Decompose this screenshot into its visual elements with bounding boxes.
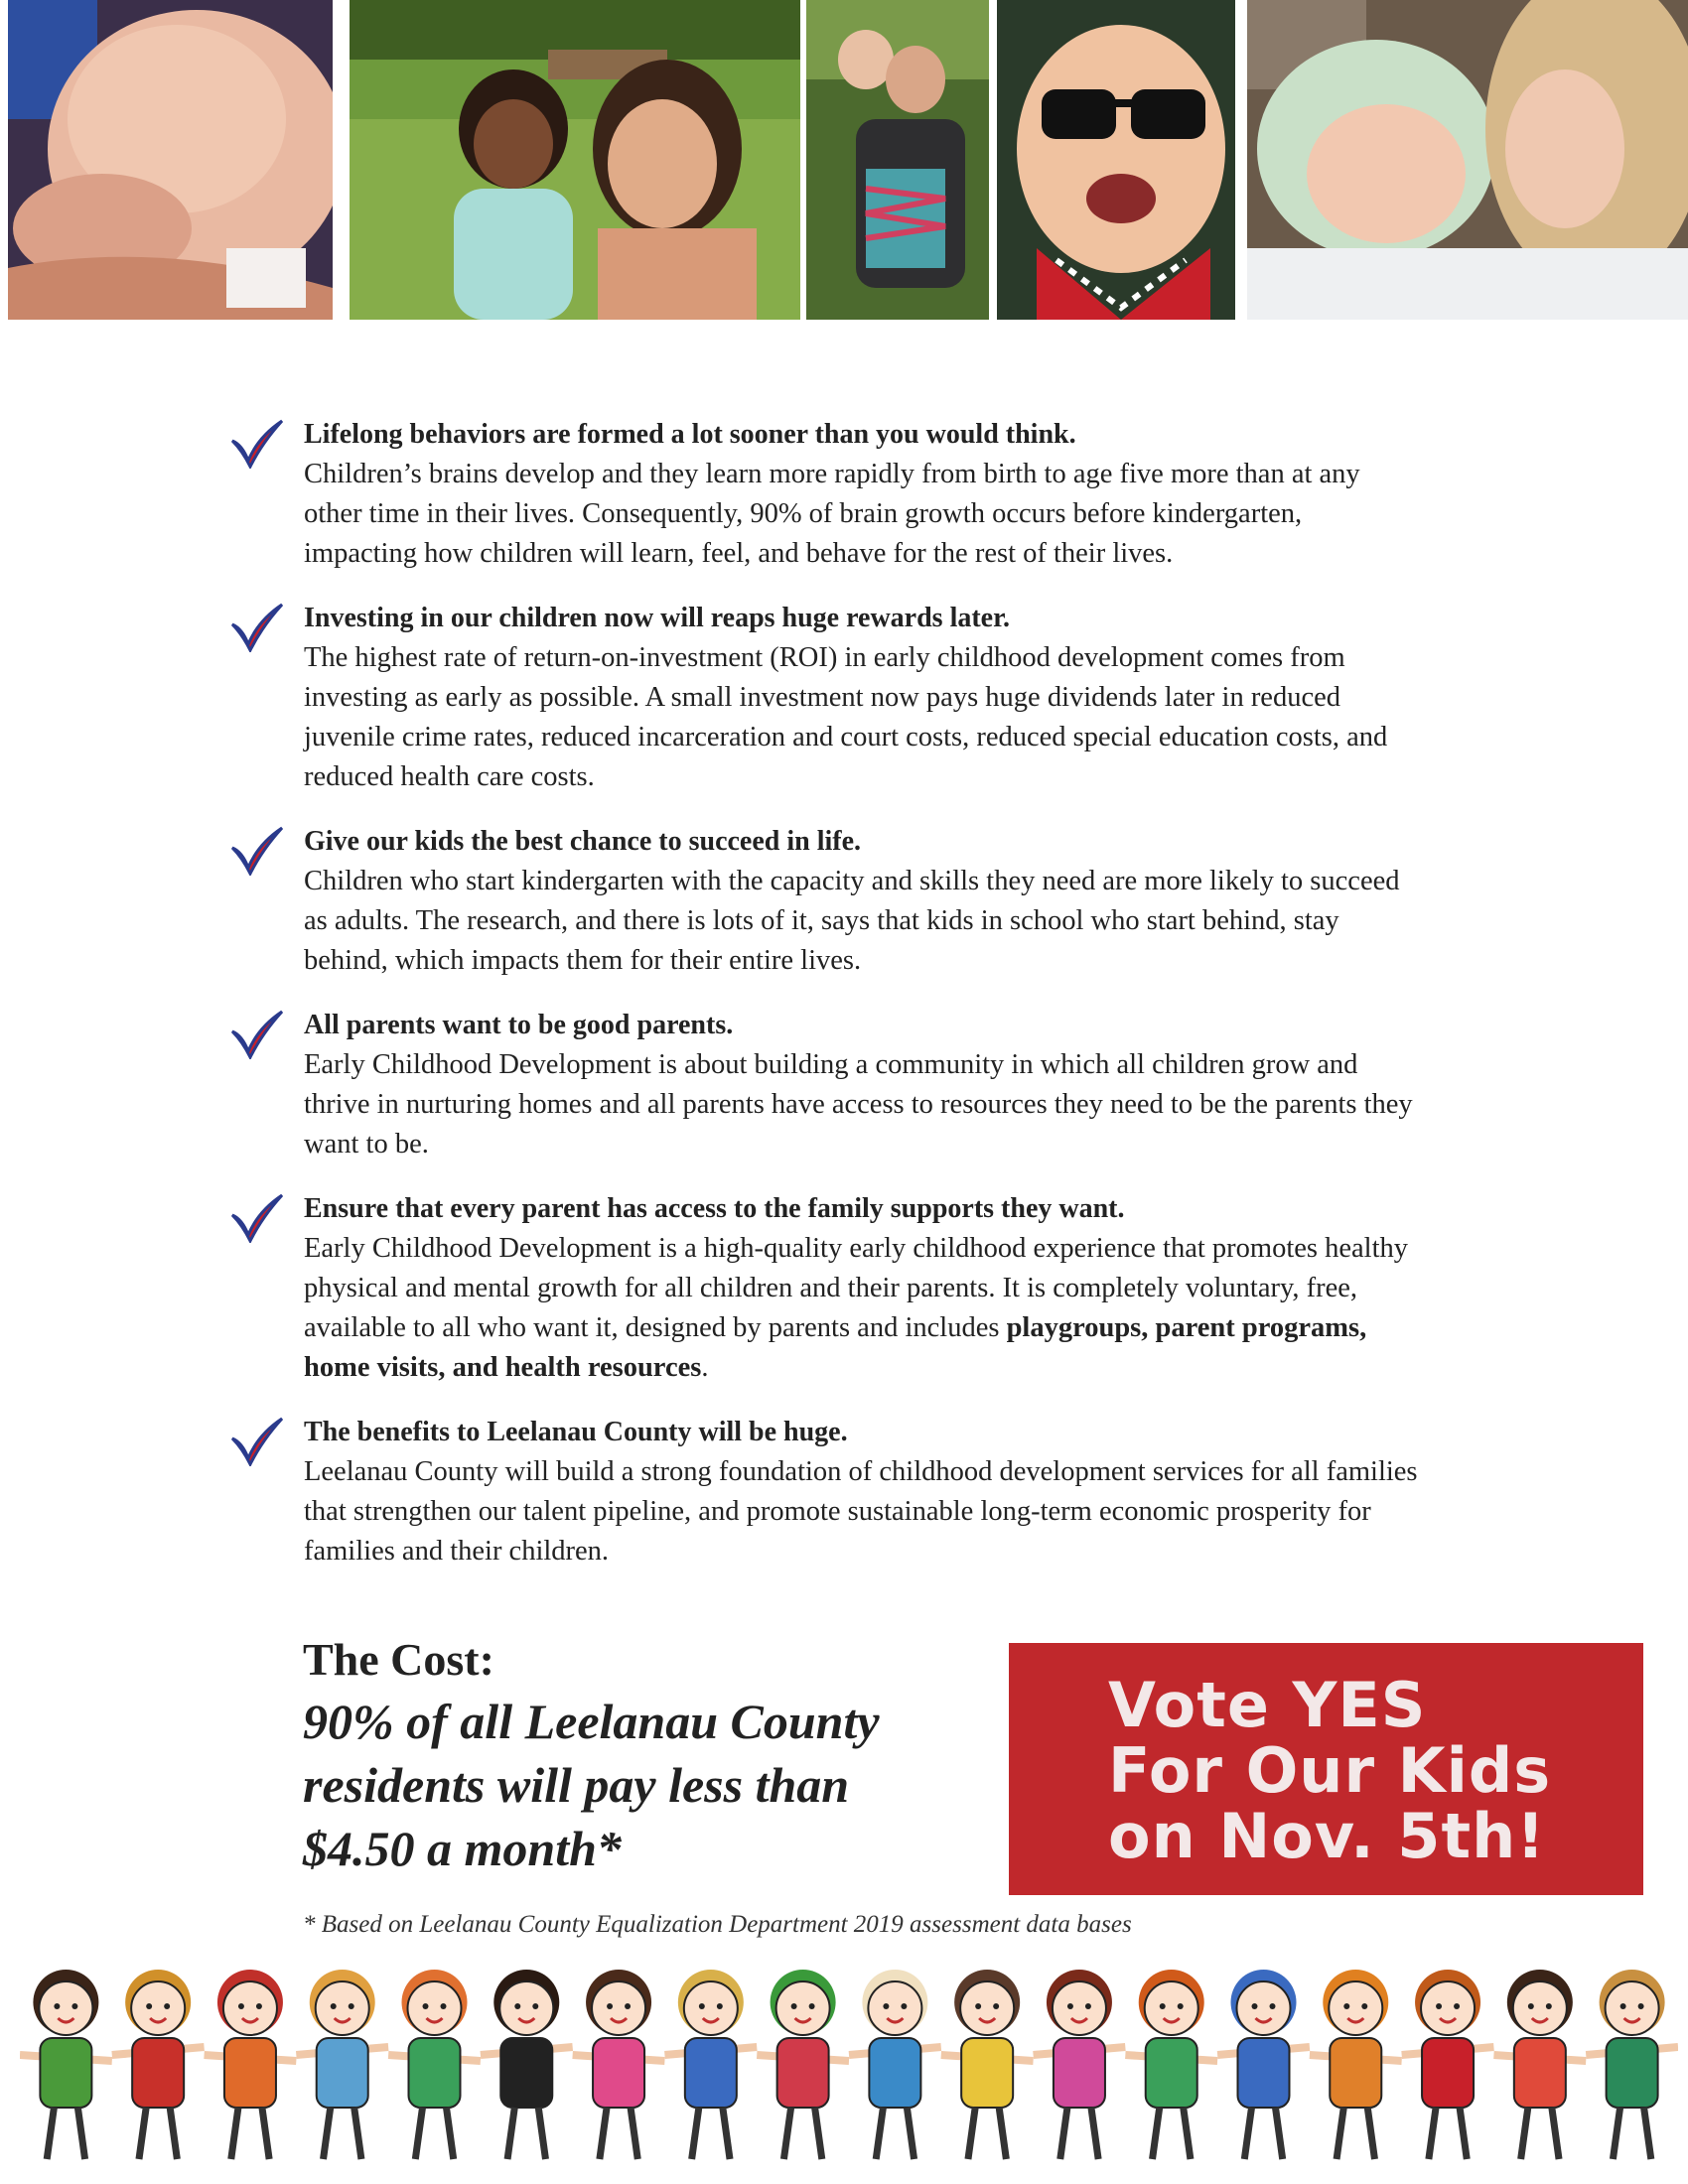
vote-yes-banner	[1009, 1643, 1643, 1895]
benefit-body: Children’s brains develop and they learn more rapidly from birth to age five more than at any other time in their lives. Consequently, 90% of brain growth occurs before kindergarten, impacting how children will learn, feel, and behave for the rest of their lives.	[304, 459, 1360, 569]
benefit-body	[304, 1229, 1420, 1388]
benefit-body: Leelanau County will build a strong foundation of childhood development services for all families that strengthen our talent pipeline, and promote sustainable long-term economic prosperity for families and their children.	[304, 1456, 1418, 1567]
benefits-list	[228, 415, 1420, 1596]
footnote: * Based on Leelanau County Equalization Department 2019 assessment data bases	[303, 1911, 1132, 1938]
benefit-title: Lifelong behaviors are formed a lot sooner than you would think.	[304, 419, 1076, 450]
benefit-item	[228, 1189, 1420, 1388]
benefit-item	[228, 1413, 1420, 1571]
cartoon-kid	[849, 1970, 941, 2159]
cartoon-kid	[1034, 1970, 1126, 2159]
benefit-body: The highest rate of return-on-investment (ROI) in early childhood development comes from investing as early as possible. A small investment now pays huge dividends later in reduced juvenile crime rates, reduced incarceration and court costs, reduced special education costs, and reduced health care costs.	[304, 642, 1388, 792]
benefit-body: Early Childhood Development is about building a community in which all children grow and thrive in nurturing homes and all parents have access to resources they need to be the parents they want to be.	[304, 1049, 1413, 1160]
photo-newborn	[8, 0, 333, 320]
benefit-title: All parents want to be good parents.	[304, 1010, 734, 1040]
photo-mother-carrier	[806, 0, 989, 320]
cartoon-kid	[1586, 1970, 1678, 2159]
cartoon-kid	[1310, 1970, 1402, 2159]
vote-line: Vote YES	[1108, 1669, 1427, 1741]
benefit-body: Children who start kindergarten with the capacity and skills they need are more likely to succeed as adults. The research, and there is lots of it, says that kids in school who start behind, stay behind, which impacts them for their entire lives.	[304, 866, 1400, 976]
cartoon-kid	[296, 1970, 388, 2159]
cartoon-kid	[1493, 1970, 1586, 2159]
cartoon-kid	[664, 1970, 757, 2159]
cost-heading: The Cost:	[303, 1634, 494, 1685]
checkmark-icon	[228, 1191, 286, 1243]
cartoon-kid	[20, 1970, 112, 2159]
photo-child-kissing-newborn	[1247, 0, 1688, 320]
benefit-item	[228, 1006, 1420, 1164]
cost-section	[303, 1630, 998, 1880]
photo-woman-toddler	[350, 0, 800, 320]
vote-line: For Our Kids	[1108, 1734, 1552, 1807]
cartoon-kid	[388, 1970, 481, 2159]
cartoon-kid	[757, 1970, 849, 2159]
benefit-item	[228, 822, 1420, 981]
benefit-body-emphasis: playgroups, parent programs, home visits, and health resources	[304, 1312, 1367, 1383]
cartoon-kids-illustration	[20, 1961, 1678, 2174]
cartoon-kid	[1402, 1970, 1494, 2159]
cartoon-kid	[573, 1970, 665, 2159]
benefit-body-end: .	[701, 1352, 709, 1383]
benefit-body-text: Early Childhood Development is a high-quality early childhood experience that promotes healthy physical and mental growth for all children and their parents. It is completely voluntary, free, available to all who want it, designed by parents and includes	[304, 1233, 1408, 1343]
photo-strip	[0, 0, 1688, 320]
checkmark-icon	[228, 824, 286, 876]
benefit-title: Give our kids the best chance to succeed in life.	[304, 826, 862, 857]
vote-line: on Nov. 5th!	[1108, 1800, 1546, 1872]
cartoon-kid	[1125, 1970, 1217, 2159]
benefit-title: Investing in our children now will reaps huge rewards later.	[304, 603, 1010, 633]
checkmark-icon	[228, 417, 286, 469]
checkmark-icon	[228, 1415, 286, 1466]
photo-baby-sunglasses	[997, 0, 1235, 320]
cost-line: $4.50 a month*	[303, 1821, 622, 1876]
cartoon-kid	[1217, 1970, 1310, 2159]
benefit-item	[228, 415, 1420, 574]
cost-line: residents will pay less than	[303, 1757, 850, 1813]
benefit-title: Ensure that every parent has access to the family supports they want.	[304, 1193, 1125, 1224]
checkmark-icon	[228, 1008, 286, 1059]
benefit-title: The benefits to Leelanau County will be huge.	[304, 1417, 848, 1447]
cartoon-kid	[941, 1970, 1034, 2159]
cartoon-kid	[112, 1970, 205, 2159]
cartoon-kid	[481, 1970, 573, 2159]
cost-line: 90% of all Leelanau County	[303, 1694, 880, 1749]
checkmark-icon	[228, 601, 286, 652]
benefit-item	[228, 599, 1420, 797]
cartoon-kid	[205, 1970, 297, 2159]
